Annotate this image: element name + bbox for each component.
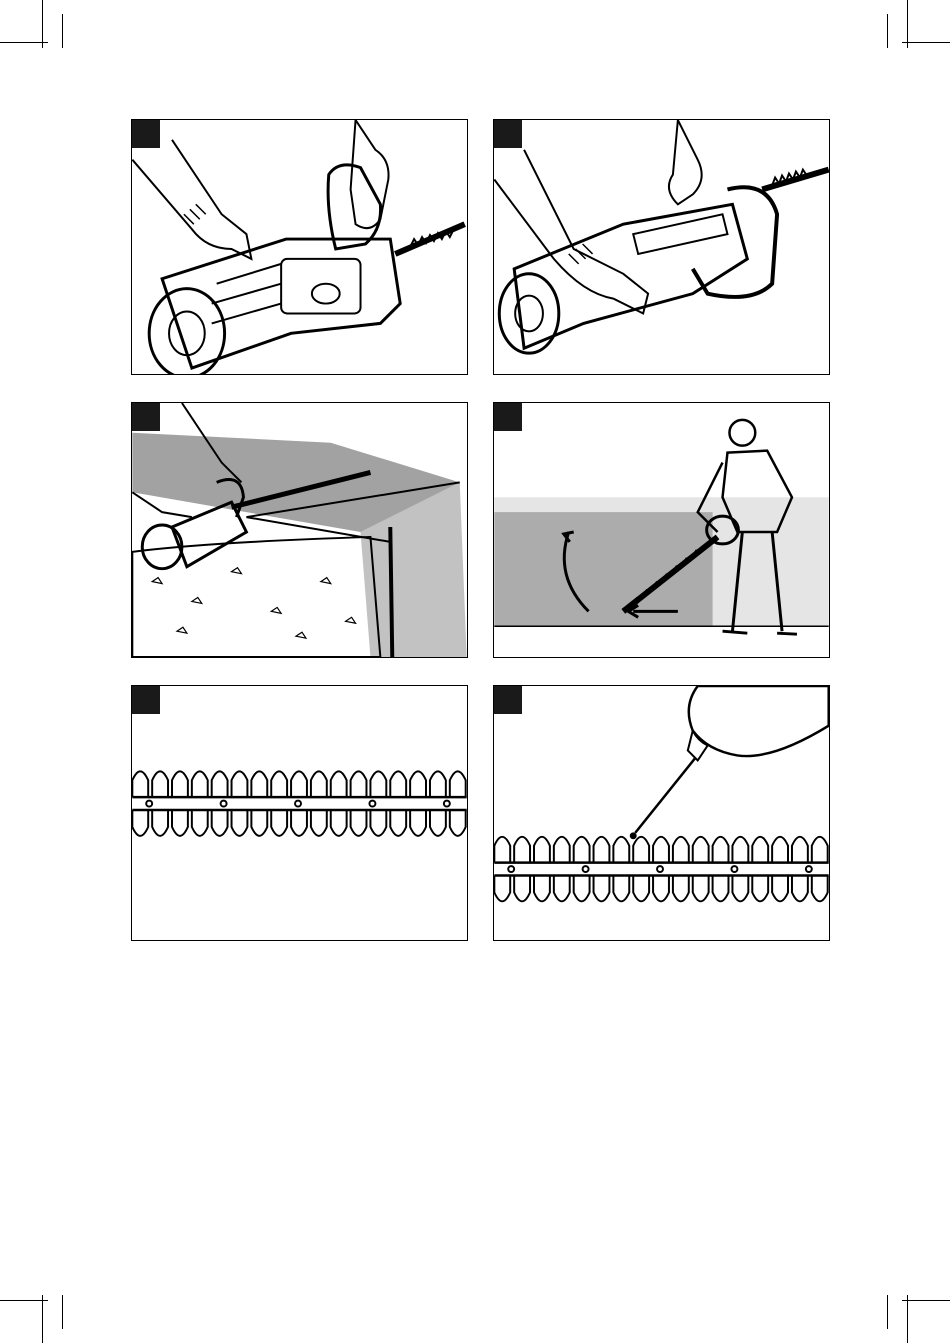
figure-number-badge (132, 120, 160, 148)
trimmer-battery-insert-illustration (132, 120, 467, 374)
figure-number-badge (494, 403, 522, 431)
crop-mark (0, 42, 48, 43)
figure-number-badge (494, 686, 522, 714)
figure-panel-5 (131, 685, 468, 941)
crop-mark (902, 42, 950, 43)
crop-mark (42, 1295, 43, 1343)
hedge-top-trimming-illustration (132, 403, 467, 657)
figure-panel-1 (131, 119, 468, 375)
crop-mark (62, 1295, 63, 1329)
figure-panel-2 (493, 119, 830, 375)
blade-lubrication-illustration (494, 686, 829, 940)
figure-panel-4 (493, 402, 830, 658)
figure-number-badge (132, 403, 160, 431)
trimmer-two-hand-grip-illustration (494, 120, 829, 374)
figure-number-badge (132, 686, 160, 714)
hedge-side-trimming-illustration (494, 403, 829, 657)
crop-mark (907, 0, 908, 48)
crop-mark (887, 1295, 888, 1329)
figure-number-badge (494, 120, 522, 148)
crop-mark (42, 0, 43, 48)
crop-mark (907, 1295, 908, 1343)
blade-detail-illustration (132, 686, 467, 940)
crop-mark (887, 14, 888, 48)
crop-mark (62, 14, 63, 48)
crop-mark (0, 1300, 48, 1301)
figure-panel-3 (131, 402, 468, 658)
figure-panel-6 (493, 685, 830, 941)
crop-mark (902, 1300, 950, 1301)
